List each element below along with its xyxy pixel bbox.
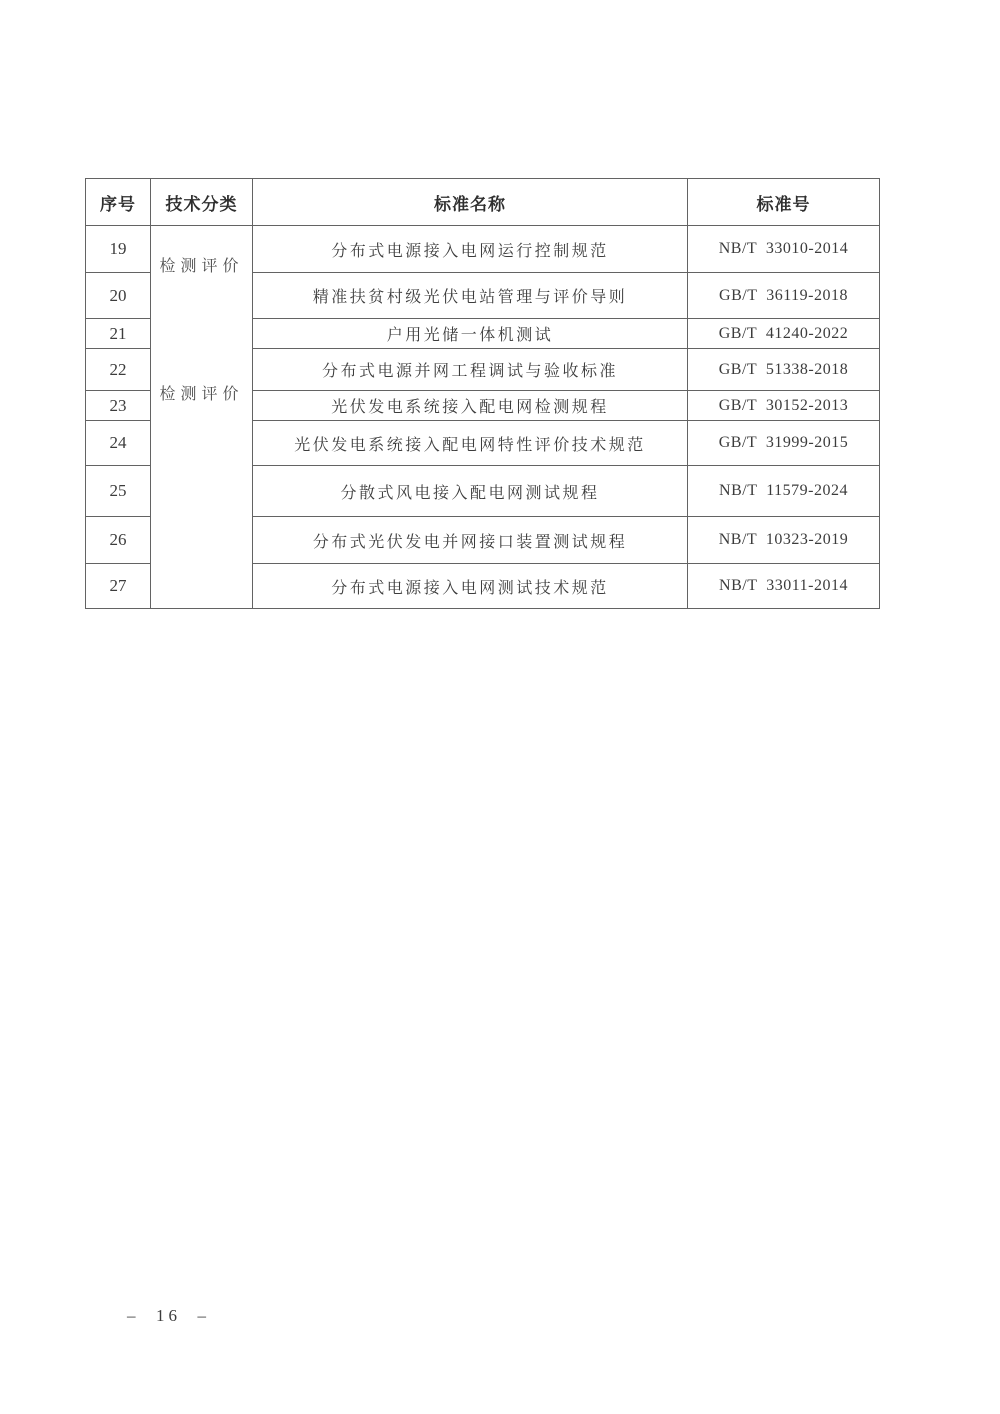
standard-name-cell: 分散式风电接入配电网测试规程 bbox=[253, 466, 688, 517]
standard-name-cell: 户用光储一体机测试 bbox=[253, 319, 688, 349]
standard-name-cell: 精准扶贫村级光伏电站管理与评价导则 bbox=[253, 273, 688, 319]
standard-name-cell: 分布式光伏发电并网接口装置测试规程 bbox=[253, 517, 688, 564]
table-header bbox=[86, 179, 880, 226]
header-row bbox=[86, 179, 880, 226]
table-body bbox=[86, 226, 880, 609]
standard-name-cell: 光伏发电系统接入配电网特性评价技术规范 bbox=[253, 421, 688, 466]
standard-code-cell: NB/T 10323-2019 bbox=[688, 517, 880, 564]
standard-name-cell: 光伏发电系统接入配电网检测规程 bbox=[253, 391, 688, 421]
col-header-serial: 序号 bbox=[86, 179, 151, 226]
col-header-code: 标准号 bbox=[688, 179, 880, 226]
col-header-name: 标准名称 bbox=[253, 179, 688, 226]
category-label: 检测评价 bbox=[159, 386, 244, 403]
standard-name-cell: 分布式电源接入电网运行控制规范 bbox=[253, 226, 688, 273]
serial-cell: 27 bbox=[86, 564, 151, 609]
standard-code-cell: NB/T 11579-2024 bbox=[688, 466, 880, 517]
table-row bbox=[86, 226, 880, 273]
standard-code-cell: NB/T 33011-2014 bbox=[688, 564, 880, 609]
standard-code-cell: GB/T 30152-2013 bbox=[688, 391, 880, 421]
standard-code-cell: GB/T 51338-2018 bbox=[688, 349, 880, 391]
page-number: – 16 – bbox=[127, 1306, 210, 1325]
serial-cell: 20 bbox=[86, 273, 151, 319]
serial-cell: 23 bbox=[86, 391, 151, 421]
serial-cell: 22 bbox=[86, 349, 151, 391]
standard-code-cell: GB/T 36119-2018 bbox=[688, 273, 880, 319]
standards-table bbox=[85, 178, 880, 609]
standard-name-cell: 分布式电源接入电网测试技术规范 bbox=[253, 564, 688, 609]
serial-cell: 21 bbox=[86, 319, 151, 349]
standard-code-cell: GB/T 31999-2015 bbox=[688, 421, 880, 466]
serial-cell: 26 bbox=[86, 517, 151, 564]
serial-cell: 24 bbox=[86, 421, 151, 466]
col-header-category: 技术分类 bbox=[151, 179, 253, 226]
standard-name-cell: 分布式电源并网工程调试与验收标准 bbox=[253, 349, 688, 391]
standard-code-cell: NB/T 33010-2014 bbox=[688, 226, 880, 273]
standard-code-cell: GB/T 41240-2022 bbox=[688, 319, 880, 349]
category-label: 检测评价 bbox=[159, 258, 244, 275]
category-cell bbox=[151, 226, 253, 609]
serial-cell: 19 bbox=[86, 226, 151, 273]
serial-cell: 25 bbox=[86, 466, 151, 517]
